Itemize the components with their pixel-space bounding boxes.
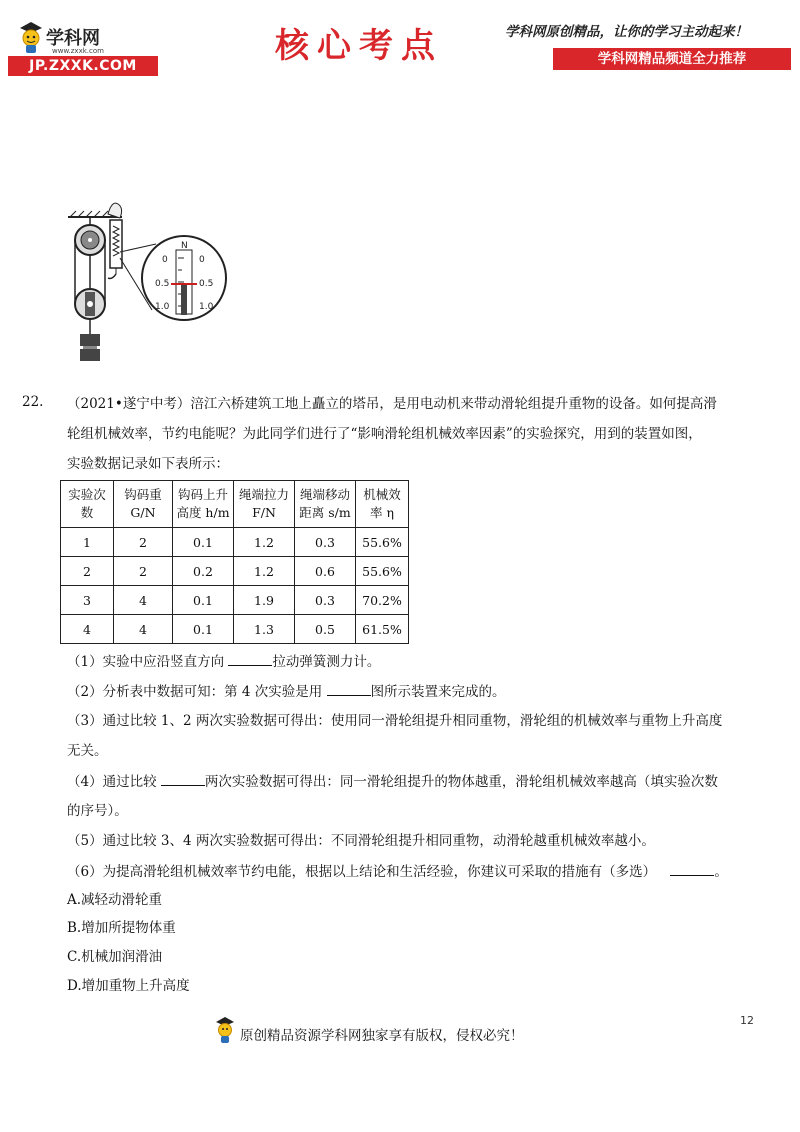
table-cell: 0.6 [295, 557, 356, 586]
table-cell: 2 [61, 557, 114, 586]
table-cell: 55.6% [356, 557, 409, 586]
table-cell: 4 [61, 615, 114, 644]
table-row [61, 586, 409, 615]
answer-blank-1[interactable] [228, 651, 272, 666]
table-cell: 1.9 [234, 586, 295, 615]
scale-left-0: 0 [162, 255, 168, 265]
logo-url[interactable]: JP.ZXXK.COM [8, 56, 158, 76]
table-cell: 3 [61, 586, 114, 615]
header-cell: 绳端移动 距离 s/m [295, 481, 356, 528]
table-cell: 70.2% [356, 586, 409, 615]
option-b[interactable]: B.增加所提物体重 [67, 920, 176, 936]
scale-zoom-view [142, 236, 226, 320]
table-cell: 0.1 [173, 586, 234, 615]
table-cell: 2 [114, 557, 173, 586]
scale-right-0: 0 [199, 255, 205, 265]
header-cell: 机械效 率 η [356, 481, 409, 528]
experiment-table [60, 480, 409, 644]
table-cell: 0.1 [173, 615, 234, 644]
table-row [61, 528, 409, 557]
copyright-notice: 原创精品资源学科网独家享有版权，侵权必究！ [240, 1028, 524, 1044]
question-stem-line1: （2021•遂宁中考）涪江六桥建筑工地上矗立的塔吊，是用电动机来带动滑轮组提升重物的设备。如何提高滑 [67, 396, 717, 412]
table-cell: 4 [114, 615, 173, 644]
site-logo[interactable] [8, 14, 158, 74]
table-row [61, 615, 409, 644]
table-cell: 0.5 [295, 615, 356, 644]
question-stem-line3: 实验数据记录如下表所示： [67, 456, 229, 472]
answer-blank-4[interactable] [161, 771, 205, 786]
option-a[interactable]: A.减轻动滑轮重 [67, 892, 163, 908]
logo-domain: www.zxxk.com [52, 47, 104, 55]
scale-unit-label: N [181, 241, 188, 251]
table-cell: 1.3 [234, 615, 295, 644]
table-cell: 2 [114, 528, 173, 557]
answer-blank-2[interactable] [327, 681, 371, 696]
movable-pulley [75, 289, 105, 334]
table-cell: 0.2 [173, 557, 234, 586]
option-c[interactable]: C.机械加润滑油 [67, 949, 163, 965]
subquestion-2: （2）分析表中数据可知：第 4 次实验是用 图所示装置来完成的。 [67, 681, 506, 702]
header-cell: 实验次 数 [61, 481, 114, 528]
scale-left-10: 1.0 [155, 302, 170, 312]
logo-name: 学科网 [46, 28, 100, 49]
table-cell: 61.5% [356, 615, 409, 644]
question-stem-line2: 轮组机械效率，节约电能呢？为此同学们进行了“影响滑轮组机械效率因素”的实验探究，用到的装置如图， [67, 426, 702, 442]
subquestion-5: （5）通过比较 3、4 两次实验数据可得出：不同滑轮组提升相同重物，动滑轮越重机械效率越小。 [67, 833, 655, 849]
table-cell: 1.2 [234, 557, 295, 586]
mascot-icon [18, 20, 44, 54]
table-cell: 1 [61, 528, 114, 557]
subquestion-4: （4）通过比较 两次实验数据可得出：同一滑轮组提升的物体越重，滑轮组机械效率越高（填实验次数 [67, 771, 718, 792]
subquestion-6: （6）为提高滑轮组机械效率节约电能，根据以上结论和生活经验，你建议可采取的措施有（多选） 。 [67, 861, 728, 882]
mascot-icon [214, 1016, 236, 1044]
table-cell: 0.1 [173, 528, 234, 557]
table-cell: 0.3 [295, 586, 356, 615]
table-header-row [61, 481, 409, 528]
subquestion-1: （1）实验中应沿竖直方向 拉动弹簧测力计。 [67, 651, 380, 672]
option-d[interactable]: D.增加重物上升高度 [67, 978, 190, 994]
subquestion-3-line2: 无关。 [67, 743, 108, 759]
header-banner: 学科网精品频道全力推荐 [553, 48, 791, 70]
question-number: 22. [22, 394, 44, 410]
table-cell: 55.6% [356, 528, 409, 557]
table-cell: 1.2 [234, 528, 295, 557]
fixed-pulley [75, 217, 105, 255]
answer-blank-6[interactable] [670, 861, 714, 876]
header-cell: 钩码上升 高度 h/m [173, 481, 234, 528]
header-cell: 绳端拉力 F/N [234, 481, 295, 528]
page-number: 12 [740, 1014, 754, 1027]
header-title: 核心考点 [275, 26, 443, 66]
header-slogan: 学科网原创精品，让你的学习主动起来！ [505, 24, 748, 40]
table-cell: 4 [114, 586, 173, 615]
table-cell: 0.3 [295, 528, 356, 557]
scale-right-10: 1.0 [199, 302, 214, 312]
scale-left-05: 0.5 [155, 279, 170, 289]
pulley-figure [60, 192, 240, 372]
subquestion-3-line1: （3）通过比较 1、2 两次实验数据可得出：使用同一滑轮组提升相同重物，滑轮组的机械效率与重物上升高度 [67, 713, 723, 729]
spring-scale [108, 203, 122, 278]
hook-weights [80, 334, 100, 361]
header-cell: 钩码重 G/N [114, 481, 173, 528]
subquestion-4-line2: 的序号）。 [67, 803, 128, 819]
scale-right-05: 0.5 [199, 279, 214, 289]
table-row [61, 557, 409, 586]
